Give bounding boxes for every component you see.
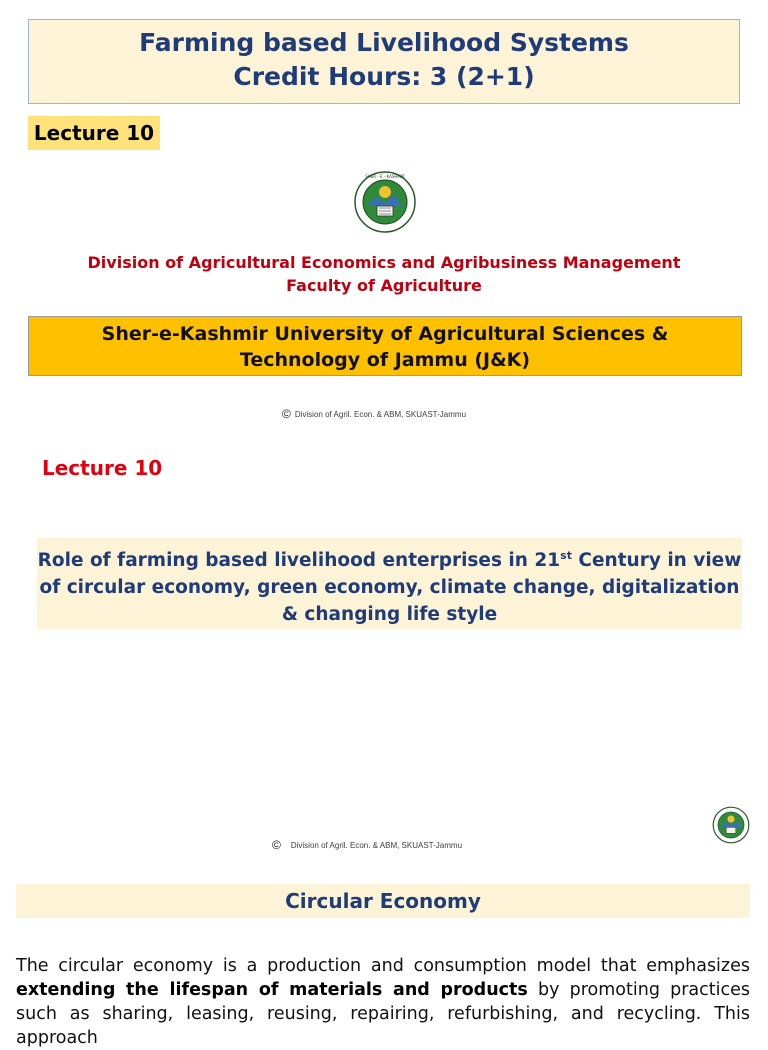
- emblem-ring-text: SHER - E - KASHMIR: [365, 174, 405, 179]
- credit-hours: Credit Hours: 3 (2+1): [233, 62, 535, 91]
- topic-box: [37, 538, 742, 629]
- university-emblem-icon: [353, 170, 417, 234]
- title-box: [28, 19, 740, 104]
- copyright-symbol: ©: [282, 407, 291, 421]
- paragraph-bold-text: extending the lifespan of materials and products: [16, 980, 528, 1000]
- copyright-note: [282, 407, 466, 421]
- topic-superscript: st: [560, 549, 572, 562]
- course-title: Farming based Livelihood Systems: [139, 28, 629, 57]
- faculty-name: Faculty of Agriculture: [286, 276, 482, 295]
- university-box: [28, 316, 742, 376]
- university-name-line2: Technology of Jammu (J&K): [239, 349, 531, 371]
- lecture-badge: Lecture 10: [28, 116, 160, 150]
- circular-economy-heading: Circular Economy: [16, 884, 750, 918]
- lecture-heading: Lecture 10: [42, 456, 163, 480]
- paragraph-text-part2: by promoting practices such as sharing, leasing, reusing, repairing, refurbishing, and recycling. This approach: [16, 980, 750, 1048]
- circular-economy-paragraph: [16, 954, 750, 1050]
- university-name-line1: Sher-e-Kashmir University of Agricultural Sciences &: [101, 323, 669, 345]
- copyright-note-2: [272, 838, 462, 852]
- division-name: Division of Agricultural Economics and Agribusiness Management: [87, 253, 681, 272]
- paragraph-text-part1: The circular economy is a production and consumption model that emphasizes: [16, 956, 750, 976]
- topic-text-part1: Role of farming based livelihood enterprises in 21: [37, 550, 561, 572]
- copyright-symbol: ©: [272, 838, 281, 852]
- copyright-text: Division of Agril. Econ. & ABM, SKUAST-Jammu: [290, 841, 463, 850]
- university-emblem-small-icon: [712, 806, 750, 844]
- division-info: [0, 251, 768, 297]
- topic-text-part2: Century in view of circular economy, green economy, climate change, digitalization & changing life style: [39, 550, 742, 626]
- copyright-text: Division of Agril. Econ. & ABM, SKUAST-Jammu: [294, 410, 467, 419]
